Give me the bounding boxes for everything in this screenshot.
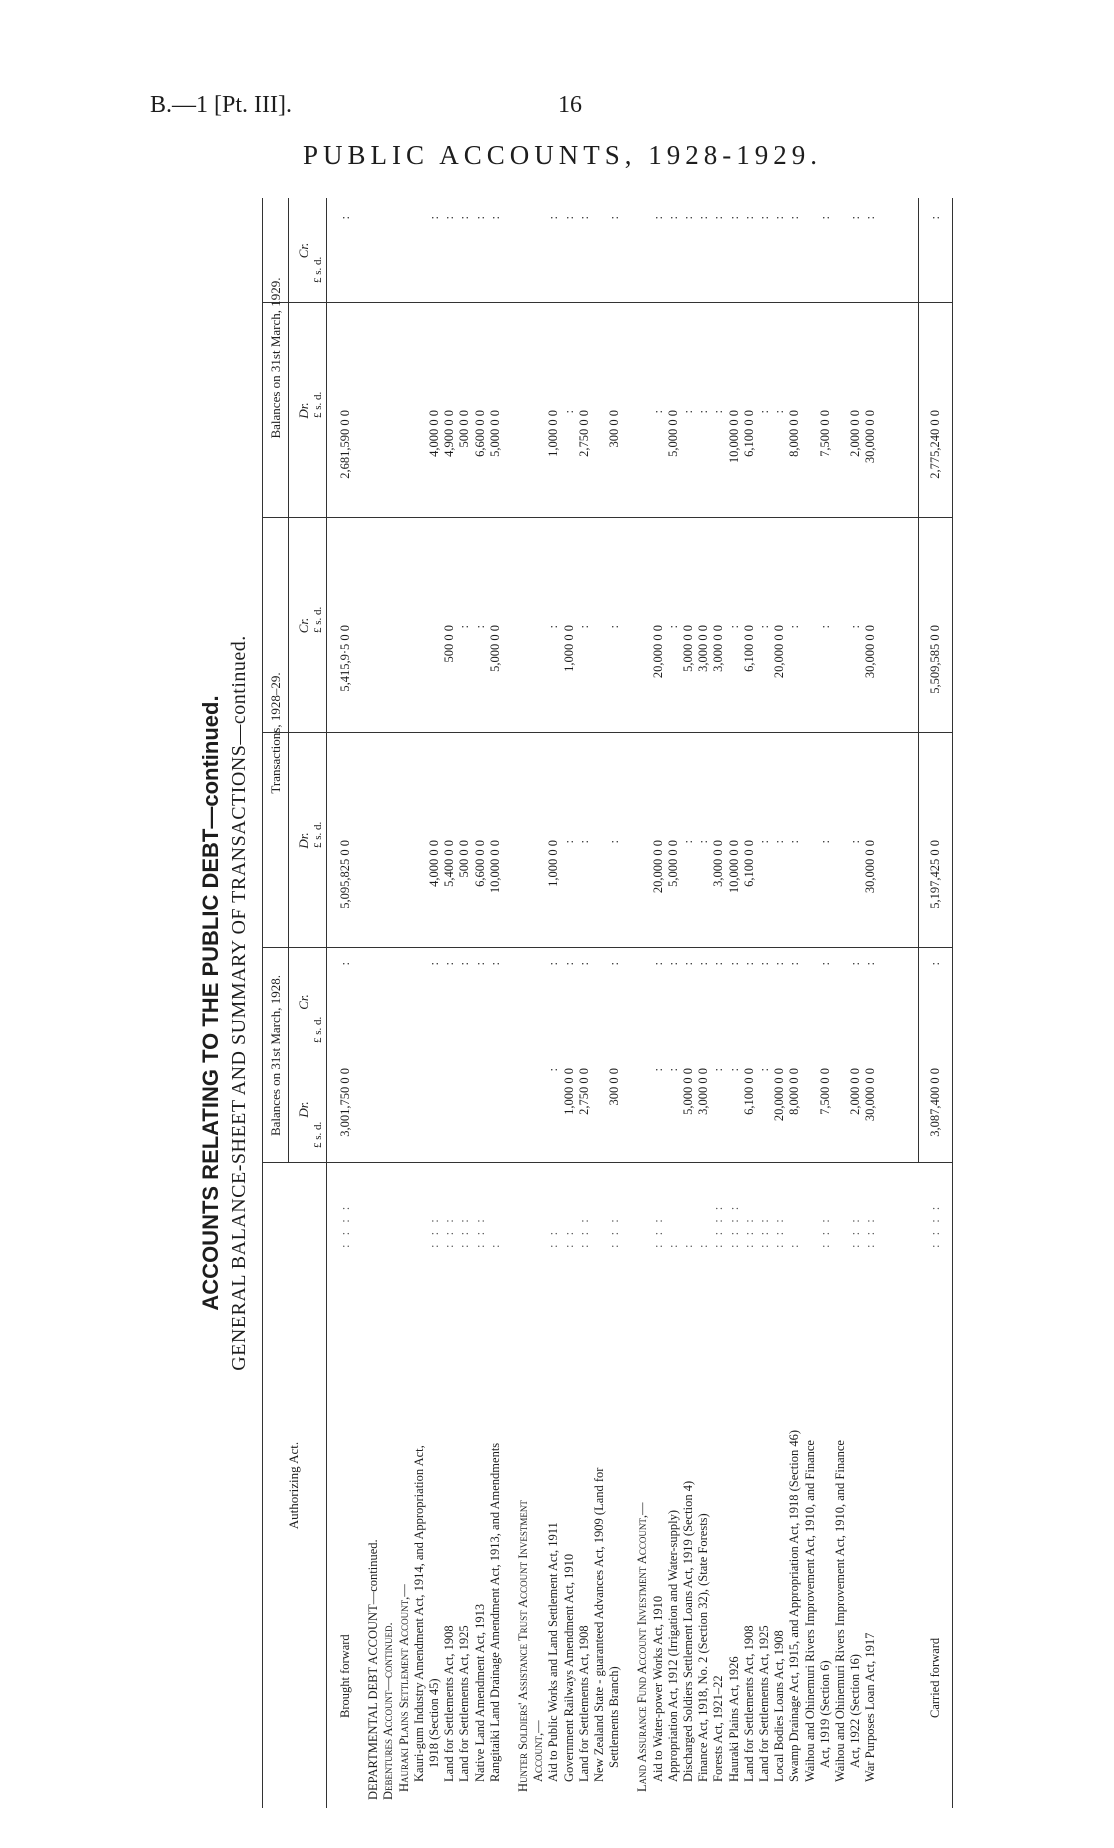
leader-dots: : : : :: [928, 1203, 942, 1248]
amount-b28cr: :: [817, 962, 832, 966]
amount-tcr: 1,000 0 0: [561, 625, 576, 672]
units-label: £ s. d.: [312, 821, 324, 848]
amount-b29cr: :: [607, 216, 622, 220]
table-row: [488, 198, 503, 1808]
amount-tcr: :: [546, 625, 561, 629]
amount-b29dr: 5,000 0 0: [665, 410, 680, 457]
amount-b28dr: :: [650, 1068, 665, 1072]
table-row: [681, 198, 696, 1808]
leader-dots: : :: [546, 1228, 561, 1248]
amount-b28dr: :: [546, 1068, 561, 1072]
amount-b28cr: :: [848, 962, 863, 966]
amount-b29dr: 8,000 0 0: [787, 410, 802, 457]
row-label: New Zealand State - guaranteed Advances Act, 1909 (Land for: [592, 1467, 606, 1782]
table-row: [848, 198, 863, 1808]
amount-tcr: :: [472, 625, 487, 629]
amount-b28dr: 7,500 0 0: [817, 1068, 832, 1115]
row-label: Forests Act, 1921–22: [711, 1675, 726, 1782]
amount-b29dr: 2,000 0 0: [848, 410, 863, 457]
amount-b28cr: :: [681, 962, 695, 966]
amount-b28cr: :: [338, 962, 352, 966]
header-dr: Dr.: [296, 402, 311, 419]
amount-b28cr: :: [607, 962, 622, 966]
amount-tcr: 5,415,9·5 0 0: [338, 625, 352, 692]
amount-b29cr: :: [546, 216, 561, 220]
amount-b28dr: 1,000 0 0: [561, 1068, 576, 1115]
amount-b28cr: :: [772, 962, 787, 966]
amount-b28dr: 2,000 0 0: [848, 1068, 863, 1115]
leader-dots: : : : :: [338, 1203, 352, 1248]
amount-b28cr: :: [561, 962, 576, 966]
amount-b28cr: :: [665, 962, 680, 966]
amount-tdr: :: [848, 840, 863, 844]
amount-tcr: 500 0 0: [442, 625, 457, 663]
row-label: Aid to Public Works and Land Settlement Act, 1911: [546, 1522, 561, 1782]
amount-tcr: :: [817, 625, 832, 629]
table-row: [397, 198, 412, 1808]
amount-b28cr: :: [650, 962, 665, 966]
amount-b29dr: :: [561, 410, 576, 414]
amount-tcr: :: [665, 625, 680, 629]
leader-dots: : :: [561, 1228, 576, 1248]
row-label: Kauri-gum Industry Amendment Act, 1914, and Appropriation Act,: [411, 1445, 426, 1782]
row-label: Hauraki Plains Act, 1926: [726, 1656, 741, 1782]
leader-dots: : : :: [607, 1216, 622, 1248]
units-label: £ s. d.: [312, 1016, 324, 1043]
amount-b28cr: :: [457, 962, 472, 966]
row-label: 1918 (Section 45): [427, 1678, 441, 1768]
header-transactions: Transactions, 1928–29.: [268, 672, 283, 794]
row-label: Government Railways Amendment Act, 1910: [561, 1553, 576, 1782]
amount-tdr: 4,000 0 0: [427, 840, 441, 887]
amount-b28dr: 20,000 0 0: [772, 1068, 787, 1122]
table-row: [592, 198, 607, 1808]
amount-b28cr: :: [863, 962, 878, 966]
amount-b28dr: 30,000 0 0: [863, 1068, 878, 1122]
table-row: [562, 198, 577, 1808]
amount-tdr: :: [696, 840, 711, 844]
table-row: [427, 198, 442, 1808]
table-row: [412, 198, 427, 1808]
table-row: [366, 198, 381, 1808]
row-label: Rangitaiki Land Drainage Amendment Act, 1913, and Amendments: [487, 1442, 502, 1782]
row-label: Account,—: [531, 1720, 546, 1782]
amount-tdr: :: [772, 840, 787, 844]
table-title: ACCOUNTS RELATING TO THE PUBLIC DEBT—continued.: [198, 695, 223, 1311]
amount-b29dr: :: [711, 410, 726, 414]
amount-tcr: 30,000 0 0: [863, 625, 878, 679]
table-row: [787, 198, 802, 1808]
row-label: Appropriation Act, 1912 (Irrigation and Water-supply): [665, 1509, 680, 1782]
amount-b29cr: :: [848, 216, 863, 220]
amount-b29dr: 30,000 0 0: [863, 410, 878, 464]
amount-tdr: :: [681, 840, 695, 844]
amount-tcr: 5,000 0 0: [681, 625, 695, 672]
amount-b28cr: :: [442, 962, 457, 966]
amount-b29cr: :: [772, 216, 787, 220]
amount-tcr: :: [457, 625, 472, 629]
table-row: [711, 198, 726, 1808]
amount-b29dr: 2,750 0 0: [576, 410, 591, 457]
amount-tdr: 10,000 0 0: [487, 840, 502, 894]
table-row: [531, 198, 546, 1808]
leader-dots: : : : :: [711, 1203, 726, 1248]
table-row: [928, 198, 943, 1808]
table-row: [772, 198, 787, 1808]
amount-b29cr: :: [817, 216, 832, 220]
leader-dots: :: [787, 1241, 802, 1248]
table-bottom-rule: [952, 198, 953, 1808]
amount-b29dr: 500 0 0: [457, 410, 472, 448]
amount-tdr: :: [757, 840, 771, 844]
page-heading: PUBLIC ACCOUNTS, 1928-1929.: [303, 140, 823, 170]
amount-tdr: 6,600 0 0: [472, 840, 487, 887]
leader-dots: :: [681, 1241, 695, 1248]
header-balances-1929: Balances on 31st March, 1929.: [268, 277, 283, 439]
leader-dots: : : :: [442, 1216, 457, 1248]
amount-b28cr: :: [711, 962, 726, 966]
amount-b29dr: 10,000 0 0: [726, 410, 741, 464]
amount-b29cr: :: [457, 216, 472, 220]
amount-tdr: 5,000 0 0: [665, 840, 680, 887]
leader-dots: : : :: [772, 1216, 787, 1248]
amount-tcr: :: [576, 625, 591, 629]
row-label: Local Bodies Loans Act, 1908: [772, 1630, 787, 1782]
row-label: Act, 1922 (Section 16): [848, 1654, 863, 1768]
amount-tcr: 3,000 0 0: [711, 625, 726, 672]
row-label: Debentures Account—continued.: [381, 1622, 396, 1800]
amount-tcr: 3,000 0 0: [696, 625, 711, 672]
amount-b29dr: 6,100 0 0: [741, 410, 756, 457]
amount-tcr: 5,509,585 0 0: [928, 625, 942, 694]
amount-b28dr: 3,001,750 0 0: [338, 1068, 352, 1137]
amount-b29dr: 4,000 0 0: [427, 410, 441, 457]
amount-b28cr: :: [928, 962, 942, 966]
amount-b28cr: :: [576, 962, 591, 966]
row-label: Brought forward: [338, 1634, 352, 1718]
row-label: Land for Settlements Act, 1908: [741, 1625, 756, 1782]
table-row: [338, 198, 353, 1808]
row-label: Settlements Branch): [607, 1666, 622, 1768]
table-row: [442, 198, 457, 1808]
row-label: Aid to Water-power Works Act, 1910: [650, 1595, 665, 1782]
amount-b28dr: 3,087,400 0 0: [928, 1068, 942, 1137]
row-label: Hauraki Plains Settlement Account,—: [396, 1584, 411, 1792]
leader-dots: : : :: [817, 1216, 832, 1248]
amount-b28dr: 8,000 0 0: [787, 1068, 802, 1115]
amount-b28dr: :: [711, 1068, 726, 1072]
amount-tdr: 3,000 0 0: [711, 840, 726, 887]
units-label: £ s. d.: [312, 606, 324, 633]
table-row: [727, 198, 742, 1808]
amount-tdr: 30,000 0 0: [863, 840, 878, 894]
amount-b28cr: :: [726, 962, 741, 966]
amount-tcr: :: [848, 625, 863, 629]
amount-b29cr: :: [711, 216, 726, 220]
amount-b28dr: 5,000 0 0: [681, 1068, 695, 1115]
amount-b29dr: 4,900 0 0: [442, 410, 457, 457]
amount-tdr: :: [787, 840, 802, 844]
amount-b29dr: 2,681,590 0 0: [338, 410, 352, 479]
amount-b29dr: :: [772, 410, 787, 414]
row-label: Waihou and Ohinemuri Rivers Improvement Act, 1910, and Finance: [802, 1440, 817, 1782]
table-row: [803, 198, 818, 1808]
row-label: Finance Act, 1918, No. 2 (Section 32), (State Forests): [696, 1513, 711, 1782]
amount-tcr: 6,100 0 0: [741, 625, 756, 672]
units-label: £ s. d.: [312, 256, 324, 283]
amount-b29cr: :: [863, 216, 878, 220]
leader-dots: : : :: [848, 1216, 863, 1248]
amount-tdr: 10,000 0 0: [726, 840, 741, 894]
table-row: [546, 198, 561, 1808]
table-row: [577, 198, 592, 1808]
amount-b29cr: :: [681, 216, 695, 220]
row-label: Land for Settlements Act, 1908: [442, 1625, 457, 1782]
row-label: Act, 1919 (Section 6): [817, 1660, 832, 1768]
amount-tcr: :: [726, 625, 741, 629]
header-authorizing-act: Authorizing Act.: [286, 1441, 301, 1530]
amount-b29cr: :: [427, 216, 441, 220]
header-balances-1928: Balances on 31st March, 1928.: [268, 974, 283, 1137]
row-label: Land for Settlements Act, 1925: [757, 1625, 771, 1782]
amount-b29dr: :: [757, 410, 771, 414]
amount-tdr: :: [561, 840, 576, 844]
total-rule: [918, 198, 919, 1163]
row-label: Land for Settlements Act, 1925: [457, 1625, 472, 1782]
amount-b29cr: :: [442, 216, 457, 220]
row-label: War Purposes Loan Act, 1917: [863, 1632, 878, 1782]
amount-b28cr: :: [472, 962, 487, 966]
amount-b29cr: :: [928, 216, 942, 220]
table-row: [473, 198, 488, 1808]
header-cr: Cr.: [296, 242, 311, 259]
table-row: [696, 198, 711, 1808]
leader-dots: : : :: [757, 1216, 771, 1248]
page-reference: B.—1 [Pt. III].: [150, 92, 292, 118]
table-row: [818, 198, 833, 1808]
row-label: Native Land Amendment Act, 1913: [472, 1603, 487, 1782]
amount-b28dr: 3,000 0 0: [696, 1068, 711, 1115]
amount-b29cr: :: [726, 216, 741, 220]
header-mid-rule: [288, 198, 289, 1163]
table-row: [863, 198, 878, 1808]
page-number: 16: [558, 92, 582, 118]
amount-b29cr: :: [650, 216, 665, 220]
amount-b29dr: 1,000 0 0: [546, 410, 561, 457]
row-label: Land Assurance Fund Account Investment Account,—: [635, 1502, 650, 1792]
amount-tdr: 5,197,425 0 0: [928, 840, 942, 909]
amount-b28dr: 300 0 0: [607, 1068, 622, 1106]
row-label: Discharged Soldiers Settlement Loans Act, 1919 (Section 4): [681, 1480, 695, 1782]
amount-b28cr: :: [787, 962, 802, 966]
amount-b29cr: :: [696, 216, 711, 220]
amount-b29dr: 300 0 0: [607, 410, 622, 448]
amount-b29cr: :: [741, 216, 756, 220]
amount-b29cr: :: [472, 216, 487, 220]
amount-b29cr: :: [576, 216, 591, 220]
amount-tdr: :: [607, 840, 622, 844]
table-subtitle: GENERAL BALANCE-SHEET AND SUMMARY OF TRANSACTIONS—continued.: [228, 635, 250, 1371]
amount-tcr: 5,000 0 0: [487, 625, 502, 672]
leader-dots: : : :: [472, 1216, 487, 1248]
amount-b28cr: :: [757, 962, 771, 966]
leader-dots: : : :: [741, 1216, 756, 1248]
amount-b28dr: :: [665, 1068, 680, 1072]
amount-b29dr: :: [681, 410, 695, 414]
leader-dots: : : :: [650, 1216, 665, 1248]
amount-tdr: :: [817, 840, 832, 844]
amount-b29dr: 5,000 0 0: [487, 410, 502, 457]
row-label: DEPARTMENTAL DEBT ACCOUNT—continued.: [366, 1539, 381, 1800]
table-row: [457, 198, 472, 1808]
amount-tdr: 20,000 0 0: [650, 840, 665, 894]
amount-b28cr: :: [741, 962, 756, 966]
header-dr: Dr.: [296, 832, 311, 849]
amount-tdr: 6,100 0 0: [741, 840, 756, 887]
table-row: [607, 198, 622, 1808]
amount-tcr: :: [757, 625, 771, 629]
amount-b28dr: :: [726, 1068, 741, 1072]
leader-dots: : : :: [457, 1216, 472, 1248]
amount-b29cr: :: [338, 216, 352, 220]
leader-dots: : : :: [863, 1216, 878, 1248]
amount-b29cr: :: [757, 216, 771, 220]
rotated-table-sheet: [198, 198, 968, 1808]
table-row: [381, 198, 396, 1808]
amount-b29cr: :: [561, 216, 576, 220]
amount-tdr: :: [576, 840, 591, 844]
amount-b29dr: :: [650, 410, 665, 414]
amount-b28cr: :: [427, 962, 441, 966]
table-row: [666, 198, 681, 1808]
row-label: Land for Settlements Act, 1908: [576, 1625, 591, 1782]
header-bottom-rule: [326, 198, 327, 1808]
leader-dots: : : : :: [726, 1203, 741, 1248]
amount-b28cr: :: [696, 962, 711, 966]
row-label: Waihou and Ohinemuri Rivers Improvement Act, 1910, and Finance: [833, 1440, 847, 1782]
row-label: Carried forward: [928, 1637, 942, 1718]
row-label: Swamp Drainage Act, 1915, and Appropriation Act, 1918 (Section 46): [787, 1429, 802, 1782]
amount-tcr: 20,000 0 0: [650, 625, 665, 679]
amount-b29dr: 2,775,240 0 0: [928, 410, 942, 479]
leader-dots: :: [665, 1241, 680, 1248]
table-row: [516, 198, 531, 1808]
amount-b28dr: 6,100 0 0: [741, 1068, 756, 1115]
amount-tdr: 1,000 0 0: [546, 840, 561, 887]
amount-tdr: 500 0 0: [457, 840, 472, 878]
header-cr: Cr.: [296, 994, 311, 1010]
header-dr: Dr.: [296, 1101, 311, 1118]
header-cr: Cr.: [296, 617, 311, 634]
row-label: Hunter Soldiers' Assistance Trust Account Investment: [516, 1500, 530, 1792]
table-row: [635, 198, 650, 1808]
amount-b29cr: :: [487, 216, 502, 220]
amount-b29dr: 6,600 0 0: [472, 410, 487, 457]
table-row: [651, 198, 666, 1808]
units-label: £ s. d.: [312, 391, 324, 418]
amount-b29cr: :: [665, 216, 680, 220]
amount-tcr: 20,000 0 0: [772, 625, 787, 679]
amount-b28dr: 2,750 0 0: [576, 1068, 591, 1115]
leader-dots: :: [696, 1241, 711, 1248]
amount-b29dr: :: [696, 410, 711, 414]
leader-dots: : : :: [576, 1216, 591, 1248]
amount-tdr: 5,400 0 0: [442, 840, 457, 887]
amount-b28cr: :: [546, 962, 561, 966]
table-row: [833, 198, 848, 1808]
table-row: [757, 198, 772, 1808]
table-row: [742, 198, 757, 1808]
units-label: £ s. d.: [312, 1121, 324, 1148]
leader-dots: : : :: [427, 1216, 441, 1248]
leader-dots: :: [487, 1241, 502, 1248]
amount-b28dr: :: [757, 1068, 771, 1072]
header-top-rule: [262, 198, 263, 1808]
amount-b28cr: :: [487, 962, 502, 966]
amount-tcr: :: [787, 625, 802, 629]
amount-tdr: 5,095,825 0 0: [338, 840, 352, 909]
amount-b29cr: :: [787, 216, 802, 220]
amount-b29dr: 7,500 0 0: [817, 410, 832, 457]
amount-tcr: :: [607, 625, 622, 629]
